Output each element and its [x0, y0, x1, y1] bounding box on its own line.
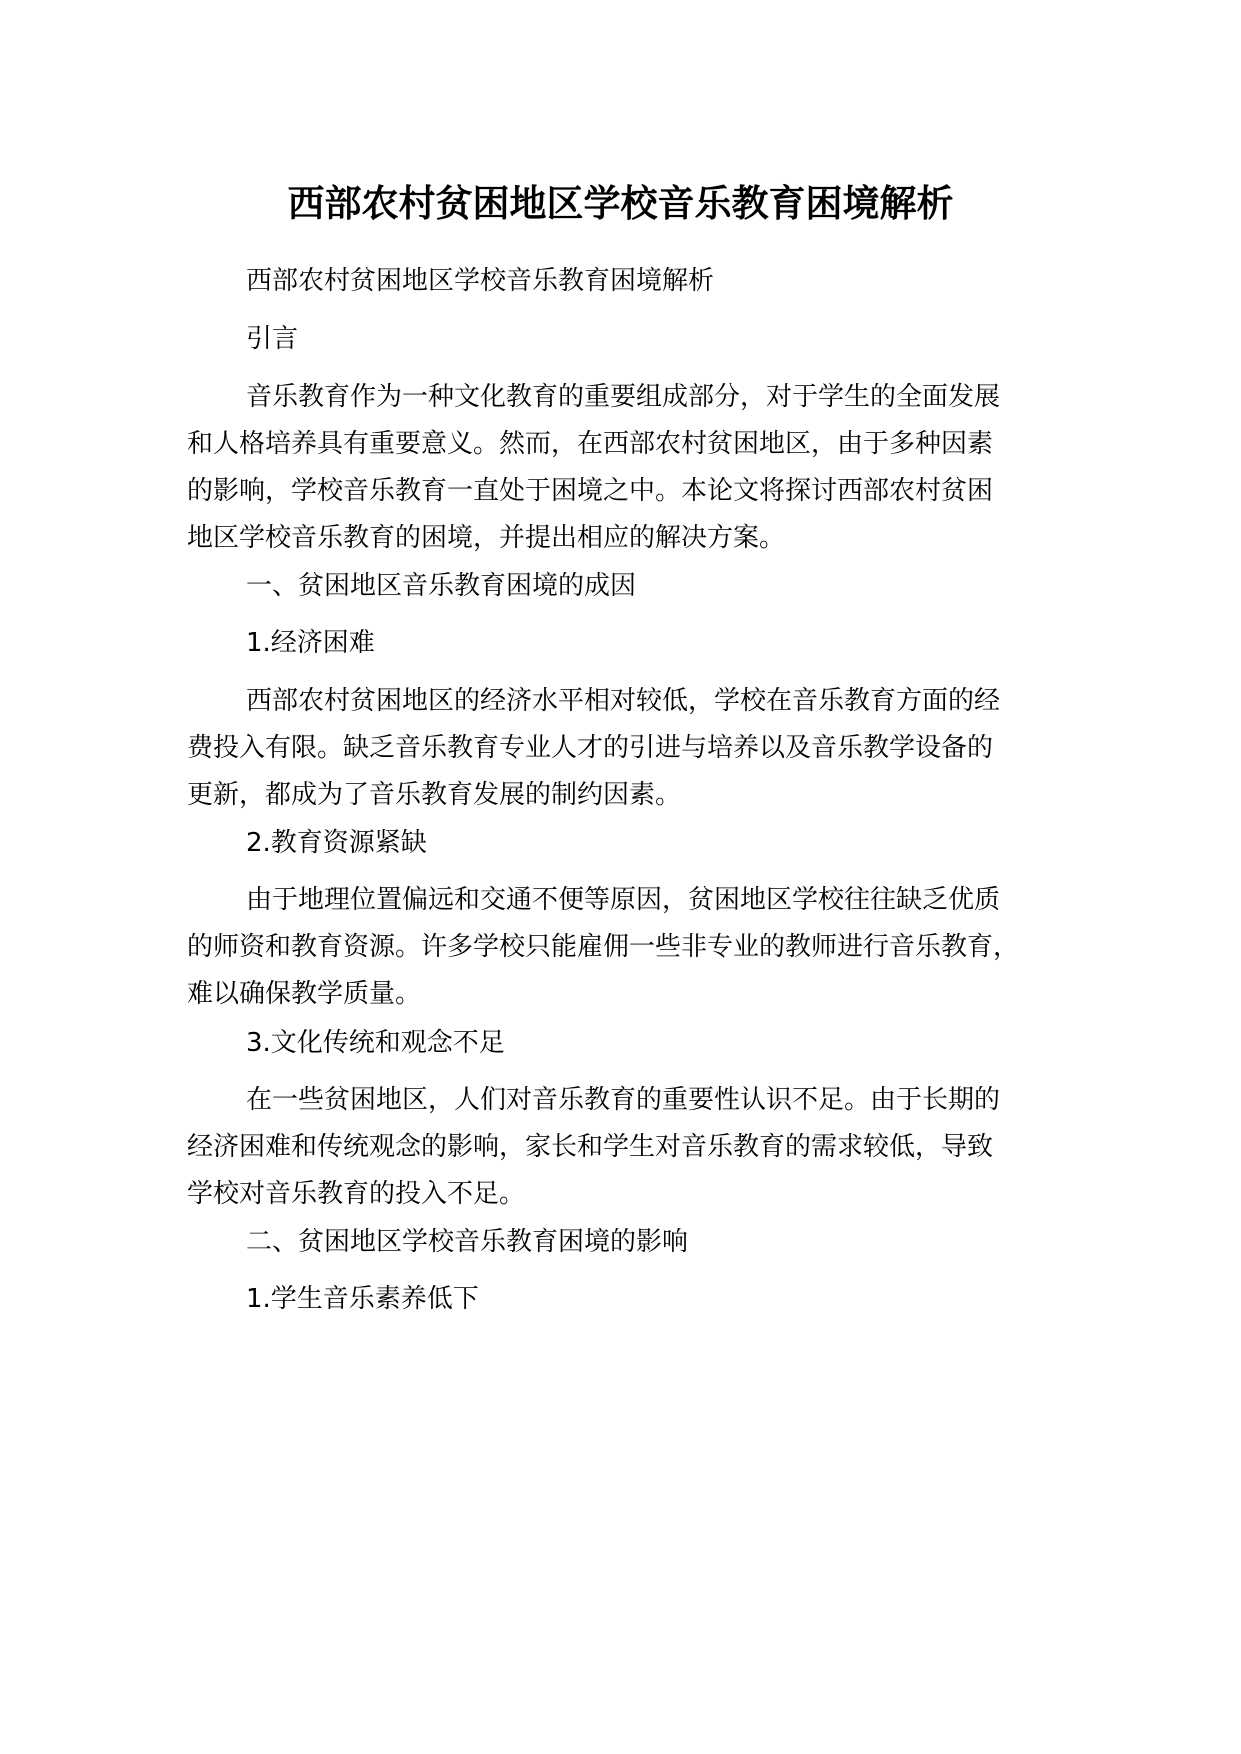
- subheading-culture: [187, 1020, 1087, 1067]
- text-line: 音乐教育作为一种文化教育的重要组成部分，对于学生的全面发展: [246, 382, 1001, 412]
- text-line: 二、贫困地区学校音乐教育困境的影响: [246, 1227, 689, 1257]
- text-line: 的师资和教育资源。许多学校只能雇佣一些非专业的教师进行音乐教育，: [187, 932, 1020, 962]
- paragraph-resources: [187, 877, 1087, 1018]
- text-line: 一、贫困地区音乐教育困境的成因: [246, 571, 637, 601]
- section-heading-1: [187, 563, 1087, 610]
- section-heading-intro: [187, 316, 1087, 363]
- text-line: 费投入有限。缺乏音乐教育专业人才的引进与培养以及音乐教学设备的: [187, 733, 994, 763]
- section-heading-2: [187, 1219, 1087, 1266]
- text-line: 由于地理位置偏远和交通不便等原因，贫困地区学校往往缺乏优质: [246, 885, 1001, 915]
- text-line: 西部农村贫困地区的经济水平相对较低，学校在音乐教育方面的经: [246, 686, 1001, 716]
- subheading-literacy: [187, 1276, 1087, 1323]
- text-line: 西部农村贫困地区学校音乐教育困境解析: [246, 266, 715, 296]
- text-line: 在一些贫困地区，人们对音乐教育的重要性认识不足。由于长期的: [246, 1085, 1001, 1115]
- text-line: 2.教育资源紧缺: [246, 828, 427, 858]
- subheading-resources: [187, 820, 1087, 867]
- text-line: 学校对音乐教育的投入不足。: [187, 1179, 526, 1209]
- text-line: 的影响，学校音乐教育一直处于困境之中。本论文将探讨西部农村贫困: [187, 476, 994, 506]
- paragraph-culture: [187, 1077, 1087, 1218]
- text-line: 地区学校音乐教育的困境，并提出相应的解决方案。: [187, 523, 786, 553]
- text-line: 3.文化传统和观念不足: [246, 1028, 505, 1058]
- subtitle-line: [187, 258, 1087, 305]
- text-line: 难以确保教学质量。: [187, 979, 422, 1009]
- document-title: 西部农村贫困地区学校音乐教育困境解析: [287, 182, 954, 225]
- text-line: 经济困难和传统观念的影响，家长和学生对音乐教育的需求较低，导致: [187, 1132, 994, 1162]
- text-line: 更新，都成为了音乐教育发展的制约因素。: [187, 780, 682, 810]
- subheading-economy: [187, 620, 1087, 667]
- text-line: 引言: [246, 324, 299, 354]
- paragraph-intro: [187, 374, 1087, 562]
- text-line: 和人格培养具有重要意义。然而，在西部农村贫困地区，由于多种因素: [187, 429, 994, 459]
- text-line: 1.学生音乐素养低下: [246, 1284, 479, 1314]
- text-line: 1.经济困难: [246, 628, 375, 658]
- paragraph-economy: [187, 678, 1087, 819]
